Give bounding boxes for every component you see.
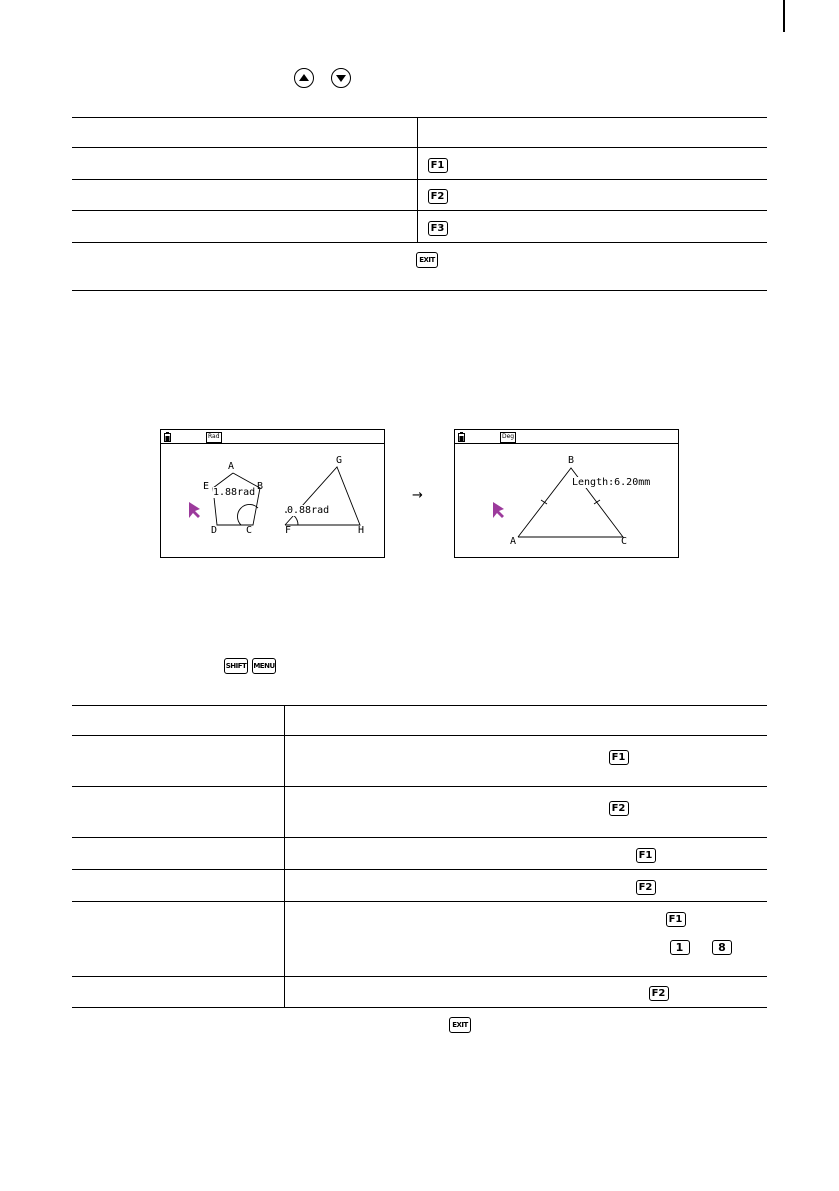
eight-key-icon: 8: [712, 940, 732, 955]
angle-mode-flag: Rad: [206, 432, 222, 443]
point-label-g: G: [336, 455, 343, 466]
angle-mode-flag: Deg: [500, 432, 516, 443]
table-row: [72, 838, 767, 870]
table-row: [72, 180, 767, 211]
down-arrow-key-icon: [331, 68, 351, 88]
f1-key-icon: F1: [636, 848, 656, 863]
point-label-a: A: [228, 461, 235, 472]
shift-key-icon: SHIFT: [224, 658, 248, 674]
point-label-c: C: [246, 525, 253, 536]
point-label-f: F: [285, 525, 292, 536]
table-row: [72, 870, 767, 902]
pentagon-shape: [213, 473, 260, 525]
point-label-h: H: [358, 525, 365, 536]
table-row: [72, 118, 767, 148]
calculator-screen-before: [160, 429, 385, 558]
point-label-a: A: [510, 536, 517, 547]
point-label-b: B: [257, 481, 264, 492]
f2-key-icon: F2: [649, 986, 669, 1001]
f2-key-icon: F2: [636, 880, 656, 895]
table-row: [72, 706, 767, 736]
angle-measure-triangle: 0.88rad: [287, 505, 330, 516]
exit-key-icon: EXIT: [449, 1017, 471, 1033]
table-row: [72, 902, 767, 977]
f1-key-icon: F1: [666, 912, 686, 927]
up-arrow-key-icon: [294, 68, 314, 88]
page-margin-line: [783, 0, 785, 32]
f2-key-icon: F2: [609, 801, 629, 816]
table-row: [72, 977, 767, 1008]
exit-key-icon: EXIT: [416, 252, 438, 268]
f3-key-icon: F3: [428, 221, 448, 236]
point-label-d: D: [211, 525, 218, 536]
menu-key-icon: MENU: [252, 658, 276, 674]
table-row: [72, 787, 767, 838]
geometry-figure: [455, 430, 680, 559]
calculator-screen-after: [454, 429, 679, 558]
function-key-table-1: [72, 117, 767, 243]
point-label-e: E: [203, 481, 210, 492]
one-key-icon: 1: [670, 940, 690, 955]
triangle-shape: [285, 467, 360, 525]
geometry-figure: [161, 430, 386, 559]
table-row: [72, 148, 767, 180]
equal-tick-mark: [594, 500, 600, 504]
pointer-cursor-icon: [189, 502, 200, 518]
f1-key-icon: F1: [609, 750, 629, 765]
table-row: [72, 736, 767, 787]
f1-key-icon: F1: [428, 158, 448, 173]
transition-arrow: →: [412, 488, 423, 503]
point-label-b: B: [568, 455, 575, 466]
table-row: [72, 211, 767, 243]
f2-key-icon: F2: [428, 189, 448, 204]
point-label-c: C: [621, 536, 628, 547]
section-divider: [72, 290, 767, 291]
function-key-table-2: [72, 705, 767, 1008]
length-measure: Length:6.20mm: [572, 477, 651, 488]
pointer-cursor-icon: [493, 502, 504, 518]
angle-measure-pentagon: 1.88rad: [213, 487, 256, 498]
